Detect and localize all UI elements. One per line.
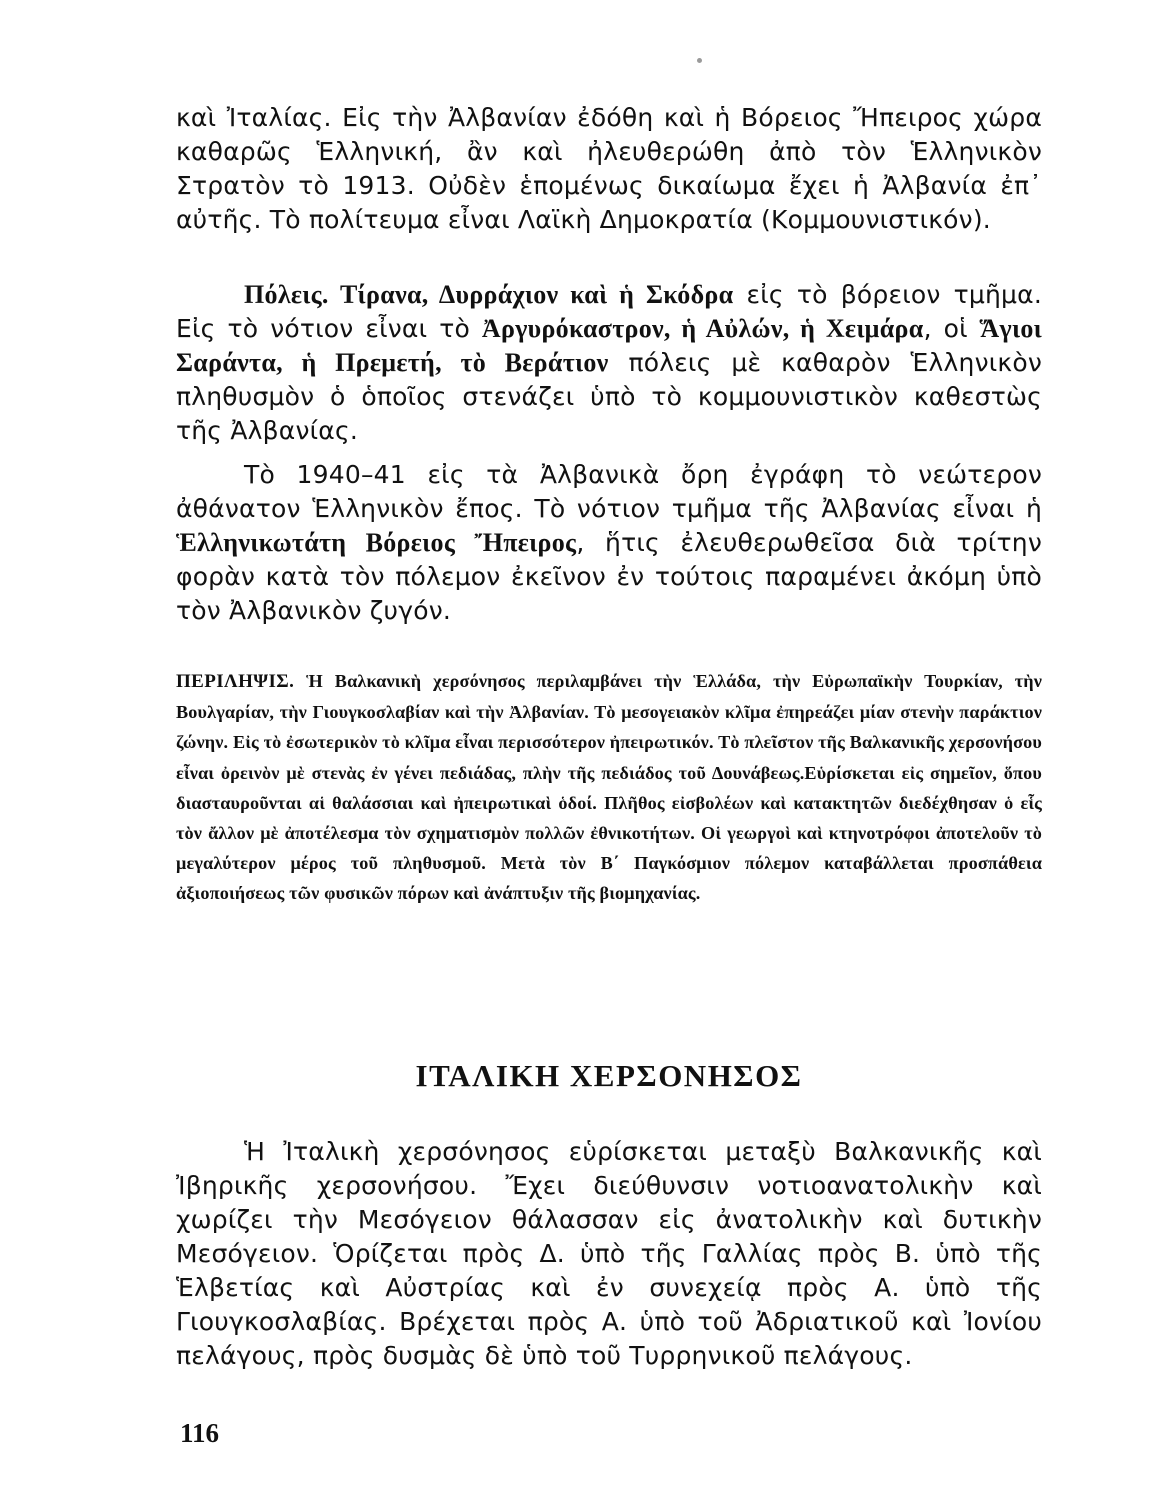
paragraph-1940 [176, 458, 1042, 628]
war-text-2: , ἥτις ἐλευθερωθεῖσα διὰ τρίτην φορὰν κατὰ τὸν πόλεμον ἐκεῖνον ἐν τούτοις παραμένει ἀκόμη ὑπὸ τὸν Ἀλβανικὸν ζυγόν. [176, 528, 1042, 625]
summary-label: ΠΕΡΙΛΗΨΙΣ. [176, 671, 295, 692]
cities-label: Πόλεις. Τίρανα, Δυρράχιον καὶ ἡ Σκόδρα [244, 280, 734, 309]
print-speck [697, 58, 702, 63]
summary-text: Ἡ Βαλκανικὴ χερσόνησος περιλαμβάνει τὴν Ἑλλάδα, τὴν Εὐρωπαϊκὴν Τουρκίαν, τὴν Βουλγαρίαν, τὴν Γιουγκοσλαβίαν καὶ τὴν Ἀλβανίαν. Τὸ μεσογειακὸν κλῖμα ἐπηρεάζει μίαν στενὴν παράκτιον ζώνην. Εἰς τὸ ἐσωτερικὸν τὸ κλῖμα εἶναι περισσότερον ἠπειρωτικόν. Τὸ πλεῖστον τῆς Βαλκανικῆς χερσονήσου εἶναι ὀρεινὸν μὲ στενὰς ἐν γένει πεδιάδας, πλὴν τῆς πεδιάδος τοῦ Δουνάβεως.Εὑρίσκεται εἰς σημεῖον, ὅπου διασταυροῦνται αἱ θαλάσσιαι καὶ ἠπειρωτικαὶ ὁδοί. Πλῆθος εἰσβολέων καὶ κατακτητῶν διεδέχθησαν ὁ εἷς τὸν ἄλλον μὲ ἀποτέλεσμα τὸν σχηματισμὸν πολλῶν ἐθνικοτήτων. Οἱ γεωργοὶ καὶ κτηνοτρόφοι ἀποτελοῦν τὸ μεγαλύτερον μέρος τοῦ πληθυσμοῦ. Μετὰ τὸν Β΄ Παγκόσμιον πόλεμον καταβάλλεται προσπάθεια ἀξιοποιήσεως τῶν φυσικῶν πόρων καὶ ἀνάπτυξιν τῆς βιομηχανίας. [176, 671, 1042, 904]
cities-bold-3: Ἅγιοι Σαράντα, ἡ Πρεμετή, τὸ Βεράτιον [176, 314, 1042, 377]
page-number: 116 [180, 1418, 220, 1448]
paragraph-albania-status [176, 101, 1042, 237]
italy-text: Ἡ Ἰταλικὴ χερσόνησος εὑρίσκεται μεταξὺ Βαλκανικῆς καὶ Ἰβηρικῆς χερσονήσου. Ἔχει διεύθυνσιν νοτιοανατολικὴν καὶ χωρίζει τὴν Μεσόγειον θάλασσαν εἰς ἀνατολικὴν καὶ δυτικὴν Μεσόγειον. Ὁρίζεται πρὸς Δ. ὑπὸ τῆς Γαλλίας πρὸς Β. ὑπὸ τῆς Ἑλβετίας καὶ Αὐστρίας καὶ ἐν συνεχείᾳ πρὸς Α. ὑπὸ τῆς Γιουγκοσλαβίας. Βρέχεται πρὸς Α. ὑπὸ τοῦ Ἀδριατικοῦ καὶ Ἰονίου πελάγους, πρὸς δυσμὰς δὲ ὑπὸ τοῦ Τυρρηνικοῦ πελάγους. [176, 1137, 1042, 1370]
war-text-1: Τὸ 1940–41 εἰς τὰ Ἀλβανικὰ ὄρη ἐγράφη τὸ νεώτερον ἀθάνατον Ἑλληνικὸν ἔπος. Τὸ νότιον τμῆμα τῆς Ἀλβανίας εἶναι ἡ [176, 460, 1042, 523]
paragraph-italy [176, 1135, 1042, 1373]
cities-bold-2: Ἀργυρόκαστρον, ἡ Αὐλών, ἡ Χειμάρα [481, 314, 924, 343]
section-heading: ΙΤΑΛΙΚΗ ΧΕΡΣΟΝΗΣΟΣ [415, 1058, 803, 1093]
cities-text-2: , οἱ [923, 314, 980, 343]
cities-text-3: πόλεις μὲ καθαρὸν Ἑλληνικὸν πληθυσμὸν ὁ ὁποῖος στενάζει ὑπὸ τὸ κομμουνιστικὸν καθεστὼς τῆς Ἀλβανίας. [176, 348, 1042, 445]
summary-block [176, 666, 1042, 909]
war-bold-1: Ἑλληνικωτάτη Βόρειος Ἤπειρος [176, 528, 577, 557]
cities-text-1: εἰς τὸ βόρειον τμῆμα. Εἰς τὸ νότιον εἶναι τὸ [176, 280, 1042, 343]
paragraph-albania-text: καὶ Ἰταλίας. Εἰς τὴν Ἀλβανίαν ἐδόθη καὶ ἡ Βόρειος Ἤπειρος χώρα καθαρῶς Ἑλληνική, ἂν καὶ ἠλευθερώθη ἀπὸ τὸν Ἑλληνικὸν Στρατὸν τὸ 1913. Οὐδὲν ἑπομένως δικαίωμα ἔχει ἡ Ἀλβανία ἐπ᾿ αὐτῆς. Τὸ πολίτευμα εἶναι Λαϊκὴ Δημοκρατία (Κομμουνιστικόν). [176, 103, 1042, 234]
paragraph-cities [176, 278, 1042, 448]
